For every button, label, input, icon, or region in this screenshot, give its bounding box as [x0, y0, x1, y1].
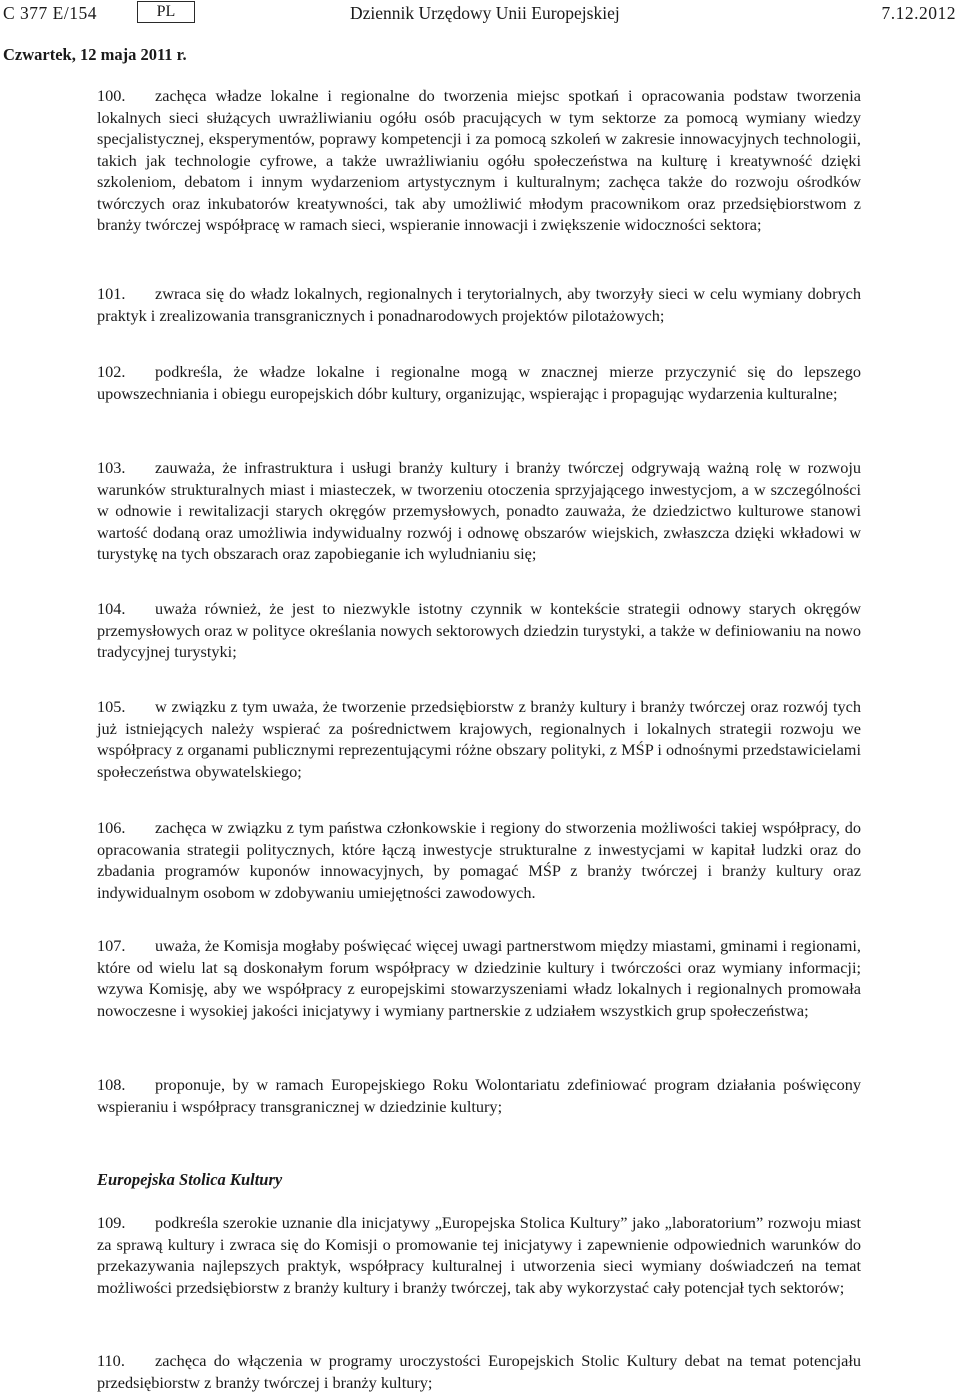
language-box: PL	[137, 1, 195, 23]
paragraph-number: 107.	[97, 936, 126, 955]
paragraph-number: 108.	[97, 1075, 126, 1094]
page-header	[0, 0, 960, 32]
paragraph-number: 106.	[97, 818, 126, 837]
section-heading: Europejska Stolica Kultury	[97, 1170, 283, 1189]
paragraph-108	[97, 1074, 861, 1117]
paragraph-number: 110.	[97, 1351, 125, 1370]
paragraph-text: podkreśla, że władze lokalne i regionalne mogą w znacznej mierze przyczynić się do lepszego upowszechniania i obiegu europejskich dóbr kultury, organizując, wspierając i propagując wydarzenia kulturalne;	[97, 362, 861, 403]
journal-title: Dziennik Urzędowy Unii Europejskiej	[350, 3, 620, 23]
paragraph-number: 101.	[97, 284, 126, 303]
paragraph-105	[97, 696, 861, 782]
paragraph-103	[97, 457, 861, 565]
paragraph-106	[97, 817, 861, 903]
paragraph-100	[97, 85, 861, 236]
paragraph-number: 104.	[97, 599, 126, 618]
publication-date: 7.12.2012	[881, 3, 956, 23]
paragraph-number: 102.	[97, 362, 126, 381]
paragraph-text: zwraca się do władz lokalnych, regionalnych i terytorialnych, aby tworzyły sieci w celu wymiany dobrych praktyk i zrealizowania transgranicznych i ponadnarodowych projektów pilotażowych;	[97, 284, 861, 325]
paragraph-number: 100.	[97, 86, 126, 105]
journal-reference: C 377 E/154	[3, 3, 97, 23]
paragraph-101	[97, 283, 861, 326]
paragraph-text: uważa, że Komisja mogłaby poświęcać więcej uwagi partnerstwom między miastami, gminami i regionami, które od wielu lat są doskonałym forum współpracy w dziedzinie kultury i twórczości oraz wymiany informacji; wzywa Komisję, aby we współpracy z europejskimi stowarzyszeniami władz lokalnych i regionalnych promowała nowoczesne i wysokiej jakości inicjatywy i wymiany partnerskie z udziałem wszystkich grup społeczeństwa;	[97, 936, 861, 1020]
paragraph-102	[97, 361, 861, 404]
sitting-date: Czwartek, 12 maja 2011 r.	[3, 45, 187, 64]
paragraph-text: zauważa, że infrastruktura i usługi branży kultury i branży twórczej odgrywają ważną rolę w rozwoju warunków strukturalnych miast i miasteczek, w tworzeniu otoczenia sprzyjającego inwestycjom, a w szczególności w odnowie i rewitalizacji starych okręgów przemysłowych, ponadto zauważa, że dziedzictwo kulturowe stanowi wartość dodaną oraz umożliwia indywidualny rozwój i odnowę obszarów wiejskich, zwłaszcza dzięki wkładowi w turystykę na tych obszarach oraz zapobieganie ich wyludnianiu się;	[97, 458, 861, 563]
paragraph-text: zachęca w związku z tym państwa członkowskie i regiony do stworzenia możliwości takiej współpracy, do opracowania strategii politycznych, które łączą inwestycje strukturalne z inwestycjami w kapitał ludzki oraz do zbadania programów kuponów innowacyjnych, by pomagać MŚP z branży twórczej i branży kultury oraz indywidualnym osobom w zdobywaniu umiejętności zawodowych.	[97, 818, 861, 902]
paragraph-text: proponuje, by w ramach Europejskiego Roku Wolontariatu zdefiniować program działania poświęcony wspieraniu i współpracy transgranicznej w dziedzinie kultury;	[97, 1075, 861, 1116]
paragraph-110	[97, 1350, 861, 1393]
paragraph-text: zachęca do włączenia w programy uroczystości Europejskich Stolic Kultury debat na temat potencjału przedsiębiorstw z branży twórczej i branży kultury;	[97, 1351, 861, 1392]
paragraph-104	[97, 598, 861, 663]
paragraph-number: 109.	[97, 1213, 126, 1232]
paragraph-text: podkreśla szerokie uznanie dla inicjatywy „Europejska Stolica Kultury” jako „laboratorium” rozwoju miast za sprawą kultury i zwraca się do Komisji o promowanie tej inicjatywy i zapewnienie odpowiednich warunków do przekazywania najlepszych praktyk, współpracy kulturalnej i utworzenia sieci wymiany doświadczeń na temat możliwości przedsiębiorstw z branży kultury i branży twórczej, tak aby wykorzystać cały potencjał tych sektorów;	[97, 1213, 861, 1297]
paragraph-107	[97, 935, 861, 1021]
paragraph-text: w związku z tym uważa, że tworzenie przedsiębiorstw z branży kultury i branży twórczej oraz rozwój tych już istniejących należy wspierać za pośrednictwem krajowych, regionalnych i lokalnych strategii rozwoju we współpracy z organami publicznymi reprezentującymi różne obszary polityki, z MŚP i odnośnymi przedstawicielami społeczeństwa obywatelskiego;	[97, 697, 861, 781]
paragraph-109	[97, 1212, 861, 1298]
paragraph-text: zachęca władze lokalne i regionalne do tworzenia miejsc spotkań i opracowania podstaw tworzenia lokalnych sieci służących uwrażliwianiu ogółu osób pracujących w tym sektorze za pomocą wymiany wiedzy specjalistycznej, eksperymentów, poprawy kompetencji i za pomocą szkoleń w zakresie innowacyjnych technologii, takich jak technologie cyfrowe, a także uwrażliwianiu ogółu społeczeństwa na kulturę i kreatywność dzięki szkoleniom, debatom i innym wydarzeniom artystycznym i kulturalnym; zachęca także do rozwoju ośrodków twórczych oraz inkubatorów kreatywności, tak aby umożliwić młodym pracownikom oraz przedsiębiorstwom z branży twórczej współpracę w ramach sieci, wspieranie innowacji i zwiększenie widoczności sektora;	[97, 86, 861, 234]
paragraph-text: uważa również, że jest to niezwykle istotny czynnik w kontekście strategii odnowy starych okręgów przemysłowych oraz w polityce określania nowych sektorowych dziedzin turystyki, a także w definiowaniu na nowo tradycyjnej turystyki;	[97, 599, 861, 661]
paragraph-number: 103.	[97, 458, 126, 477]
paragraph-number: 105.	[97, 697, 126, 716]
